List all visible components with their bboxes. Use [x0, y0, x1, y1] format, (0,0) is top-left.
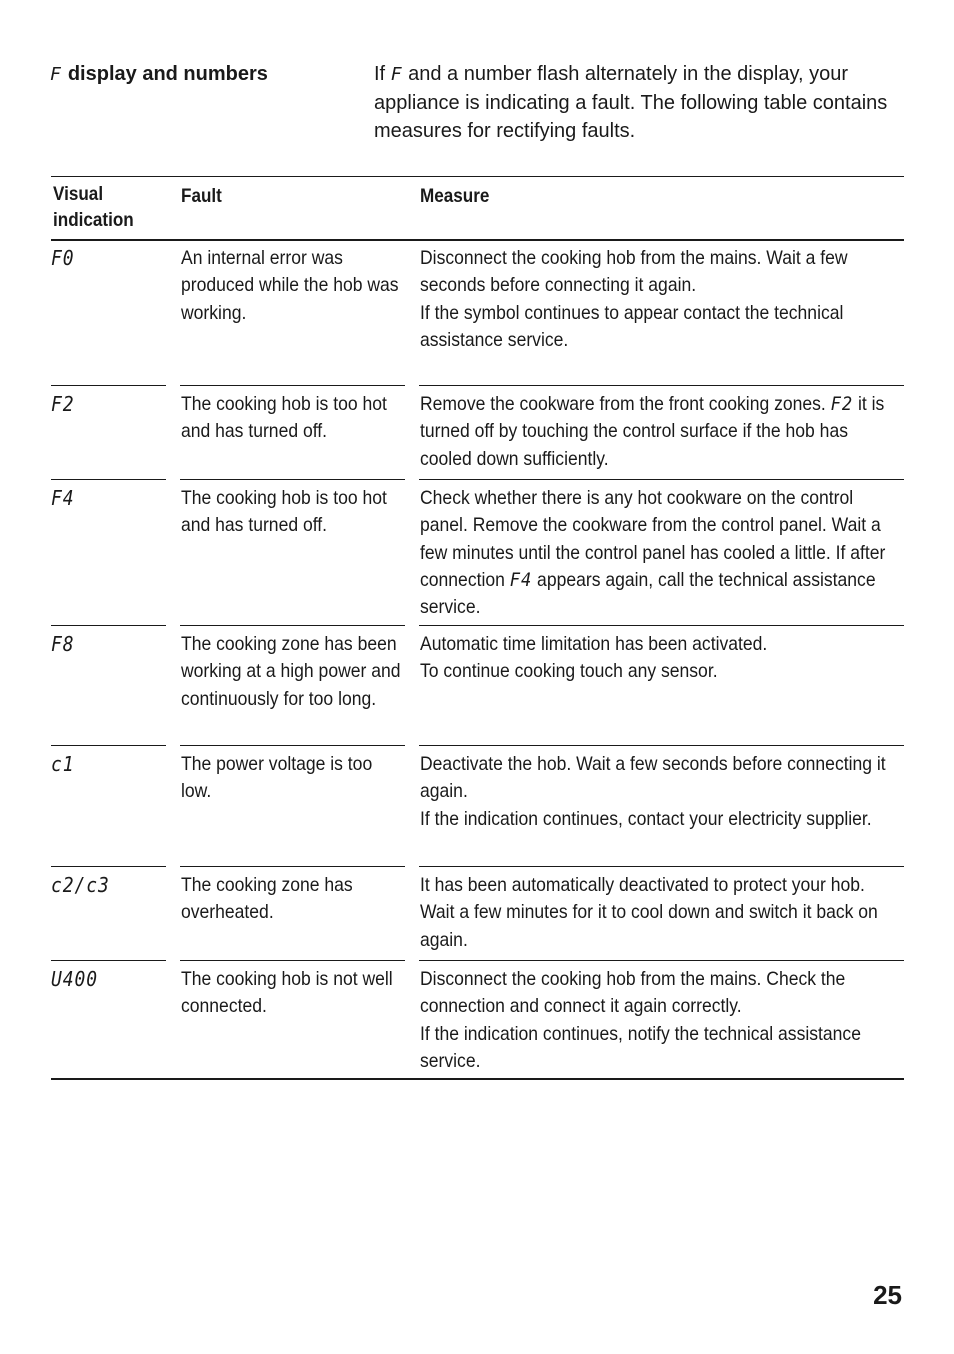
measure-line: Deactivate the hob. Wait a few seconds before connecting it again. [420, 753, 886, 803]
fault-cell: The cooking zone has been working at a high power and continuously for too long. [181, 633, 401, 710]
row-divider [419, 960, 904, 961]
row-divider [51, 960, 166, 961]
measure-line: If the symbol continues to appear contact the technical assistance service. [420, 301, 844, 351]
indication-cell [51, 631, 155, 659]
indication-code: F2 [51, 392, 75, 416]
section-heading [50, 60, 268, 89]
measure-cell [420, 245, 897, 354]
header-fault: Fault [181, 186, 222, 207]
indication-cell [51, 391, 155, 419]
fault-cell: The cooking zone has overheated. [181, 874, 353, 924]
measure-cell [420, 391, 897, 473]
indication-code: U400 [51, 967, 98, 991]
measure-line: Disconnect the cooking hob from the mains. Check the connection and connect it again correctly. [420, 968, 846, 1018]
measure-cell [420, 631, 897, 686]
row-divider [419, 479, 904, 480]
indication-code: F0 [51, 246, 75, 270]
row-divider [51, 866, 166, 867]
indication-cell [51, 485, 155, 513]
fault-table [51, 176, 904, 1072]
indication-cell [51, 751, 155, 779]
measure-cell [420, 872, 897, 954]
row-divider [419, 866, 904, 867]
table-header [51, 176, 904, 241]
measure-cell [420, 966, 897, 1075]
header-measure: Measure [420, 186, 490, 207]
indication-cell [51, 872, 155, 900]
section-title: display and numbers [67, 63, 268, 85]
indication-code: F4 [51, 486, 75, 510]
measure-text: Check whether there is any hot cookware on the control panel. Remove the cookware from the control panel. Wait a few minutes until the control panel has cooled a little. If after connection [420, 487, 886, 591]
row-divider [180, 385, 405, 386]
measure-symbol: F2 [830, 393, 854, 415]
display-symbol: F [50, 64, 62, 85]
row-divider [180, 866, 405, 867]
intro-text: and a number flash alternately in the display, your appliance is indicating a fault. The following table contains measures for rectifying faults. [374, 63, 888, 142]
measure-line: If the indication continues, notify the technical assistance service. [420, 1022, 861, 1072]
fault-cell: The cooking hob is too hot and has turned off. [181, 393, 387, 443]
row-divider [51, 385, 166, 386]
measure-text: appears again, call the technical assistance service. [420, 568, 876, 619]
intro-prefix: If [374, 63, 386, 85]
row-divider [419, 385, 904, 386]
row-divider [51, 625, 166, 626]
measure-line: To continue cooking touch any sensor. [420, 660, 718, 683]
indication-code: c2/c3 [51, 873, 110, 897]
measure-symbol: F4 [509, 568, 533, 591]
row-divider [180, 960, 405, 961]
row-divider [419, 745, 904, 746]
measure-text: Remove the cookware from the front cooking zones. [420, 393, 826, 415]
measure-line: Automatic time limitation has been activated. [420, 633, 768, 655]
header-visual-indication: Visual indication [53, 184, 134, 231]
row-divider [51, 745, 166, 746]
indication-cell [51, 245, 155, 273]
fault-cell: The cooking hob is too hot and has turned off. [181, 487, 387, 537]
measure-line: Disconnect the cooking hob from the mains. Wait a few seconds before connecting it again. [420, 247, 848, 297]
page-number: 25 [873, 1280, 902, 1310]
row-divider [419, 625, 904, 626]
indication-cell [51, 966, 155, 994]
row-divider [180, 625, 405, 626]
measure-line: It has been automatically deactivated to protect your hob. Wait a few minutes for it to cool down and switch it back on again. [420, 874, 878, 951]
fault-cell: The cooking hob is not well connected. [181, 968, 393, 1018]
fault-cell: An internal error was produced while the hob was working. [181, 247, 399, 324]
intro-paragraph [374, 60, 904, 145]
measure-cell [420, 485, 897, 621]
row-divider [180, 479, 405, 480]
fault-cell: The power voltage is too low. [181, 753, 373, 803]
measure-line: If the indication continues, contact your electricity supplier. [420, 807, 872, 830]
row-divider [180, 745, 405, 746]
indication-code: F8 [51, 632, 75, 656]
indication-code: c1 [51, 752, 75, 776]
measure-text: it is turned off by touching the control surface if the hob has cooled down sufficiently. [420, 393, 885, 470]
table-bottom-rule [51, 1078, 904, 1080]
intro-symbol: F [390, 64, 403, 85]
measure-cell [420, 751, 897, 833]
row-divider [51, 479, 166, 480]
